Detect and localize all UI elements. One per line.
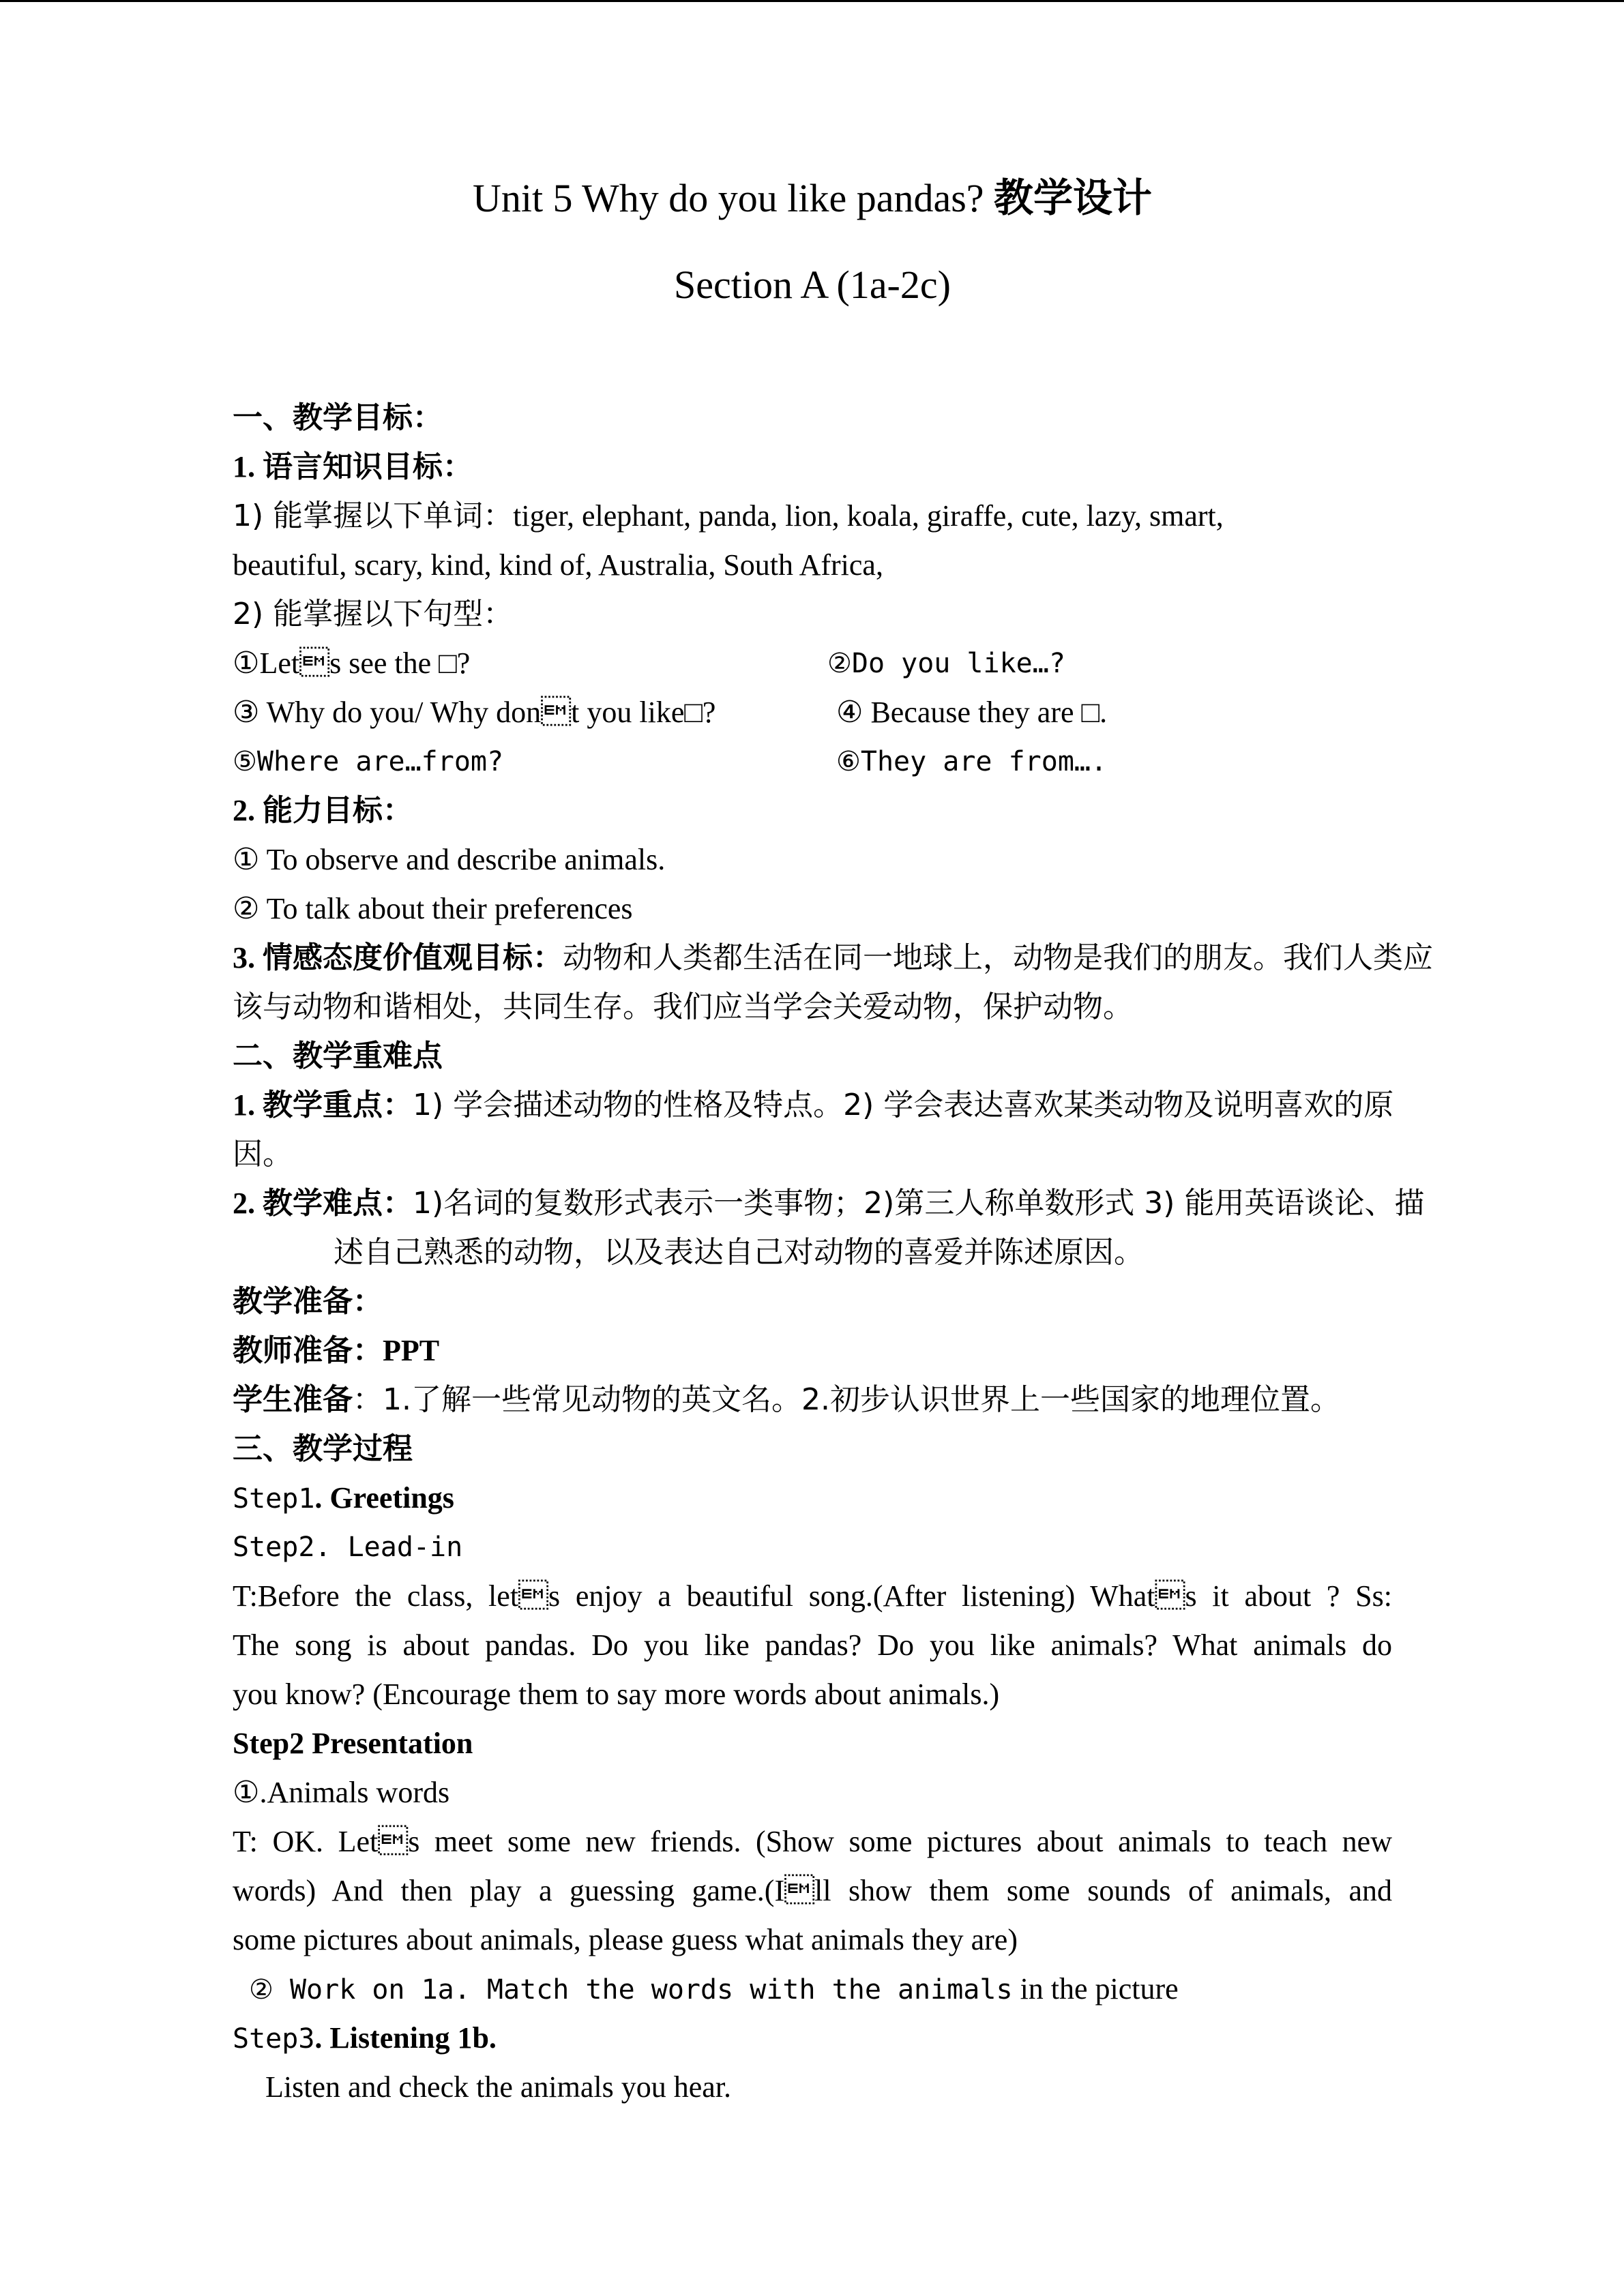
sentence-1a: ①Lets see the □? bbox=[233, 646, 471, 680]
sentence-2b: ④ Because they are □. bbox=[836, 696, 1108, 729]
section-heading-key-points: 二、教学重难点 bbox=[233, 1039, 443, 1073]
ability-1: ① To observe and describe animals. bbox=[233, 843, 666, 876]
objective-emotion: 3. 情感态度价值观目标：动物和人类都生活在同一地球上，动物是我们的朋友。我们人类应 bbox=[233, 940, 1433, 975]
title-english: Unit 5 Why do you like pandas? bbox=[472, 176, 984, 220]
title-chinese: 教学设计 bbox=[994, 175, 1153, 221]
leadin-line-2: The song is about pandas. Do you like pandas? Do you like animals? What animals do bbox=[233, 1628, 1392, 1662]
presentation-text-2: words) And then play a guessing game.(Ill show them some sounds of animals, and bbox=[233, 1874, 1392, 1907]
presentation-item-1: ①.Animals words bbox=[233, 1776, 450, 1809]
presentation-text-3: some pictures about animals, please guess what animals they are) bbox=[233, 1923, 1018, 1956]
ability-2: ② To talk about their preferences bbox=[233, 892, 633, 925]
objective-language: 1. 语言知识目标： bbox=[233, 449, 473, 484]
section-heading-process: 三、教学过程 bbox=[233, 1431, 413, 1466]
presentation-text-1: T: OK. Lets meet some new friends. (Show some pictures about animals to teach new bbox=[233, 1825, 1392, 1858]
key-point-line-2: 因。 bbox=[233, 1137, 293, 1172]
step2-heading: Step2. Lead-in bbox=[233, 1532, 463, 1563]
sentence-label: 2) 能掌握以下句型： bbox=[233, 597, 514, 631]
student-prep: 学生准备：1.了解一些常见动物的英文名。2.初步认识世界上一些国家的地理位置。 bbox=[233, 1382, 1340, 1417]
vocab-line-2: beautiful, scary, kind, kind of, Australia, South Africa, bbox=[233, 548, 883, 582]
emotion-line-2: 该与动物和谐相处，共同生存。我们应当学会关爱动物，保护动物。 bbox=[233, 989, 1133, 1024]
section-heading-objectives: 一、教学目标： bbox=[233, 400, 443, 435]
difficult-point: 2. 教学难点：1)名词的复数形式表示一类事物；2)第三人称单数形式 3) 能用英语谈论、描 bbox=[233, 1186, 1425, 1221]
sentence-2a: ③ Why do you/ Why dont you like□? bbox=[233, 696, 716, 729]
leadin-line-1: T:Before the class, lets enjoy a beautiful song.(After listening) Whats it about ? Ss: bbox=[233, 1579, 1392, 1613]
step3-text: Listen and check the animals you hear. bbox=[265, 2070, 731, 2104]
vocab-line-1: 1) 能掌握以下单词：tiger, elephant, panda, lion, koala, giraffe, cute, lazy, smart, bbox=[233, 498, 1224, 533]
leadin-line-3: you know? (Encourage them to say more words about animals.) bbox=[233, 1678, 1000, 1711]
sentence-3b: ⑥They are from…. bbox=[836, 746, 1108, 777]
teacher-prep: 教师准备：PPT bbox=[233, 1333, 440, 1368]
prep-heading: 教学准备： bbox=[233, 1284, 383, 1319]
step3-heading: Step3. Listening 1b. bbox=[233, 2021, 497, 2055]
presentation-heading: Step2 Presentation bbox=[233, 1727, 473, 1760]
document-subtitle: Section A (1a-2c) bbox=[674, 263, 951, 307]
objective-ability: 2. 能力目标： bbox=[233, 793, 413, 828]
sentence-1b: ②Do you like…? bbox=[827, 648, 1065, 679]
top-border bbox=[0, 0, 1624, 2]
key-point: 1. 教学重点：1) 学会描述动物的性格及特点。2) 学会表达喜欢某类动物及说明喜欢的原 bbox=[233, 1088, 1394, 1122]
presentation-item-2: ② Work on 1a. Match the words with the animals in the picture bbox=[249, 1972, 1179, 2006]
difficult-point-line-2: 述自己熟悉的动物，以及表达自己对动物的喜爱并陈述原因。 bbox=[334, 1235, 1144, 1270]
step1-heading: Step1. Greetings bbox=[233, 1481, 454, 1515]
sentence-3a: ⑤Where are…from? bbox=[233, 746, 504, 777]
document-title bbox=[233, 170, 1392, 226]
